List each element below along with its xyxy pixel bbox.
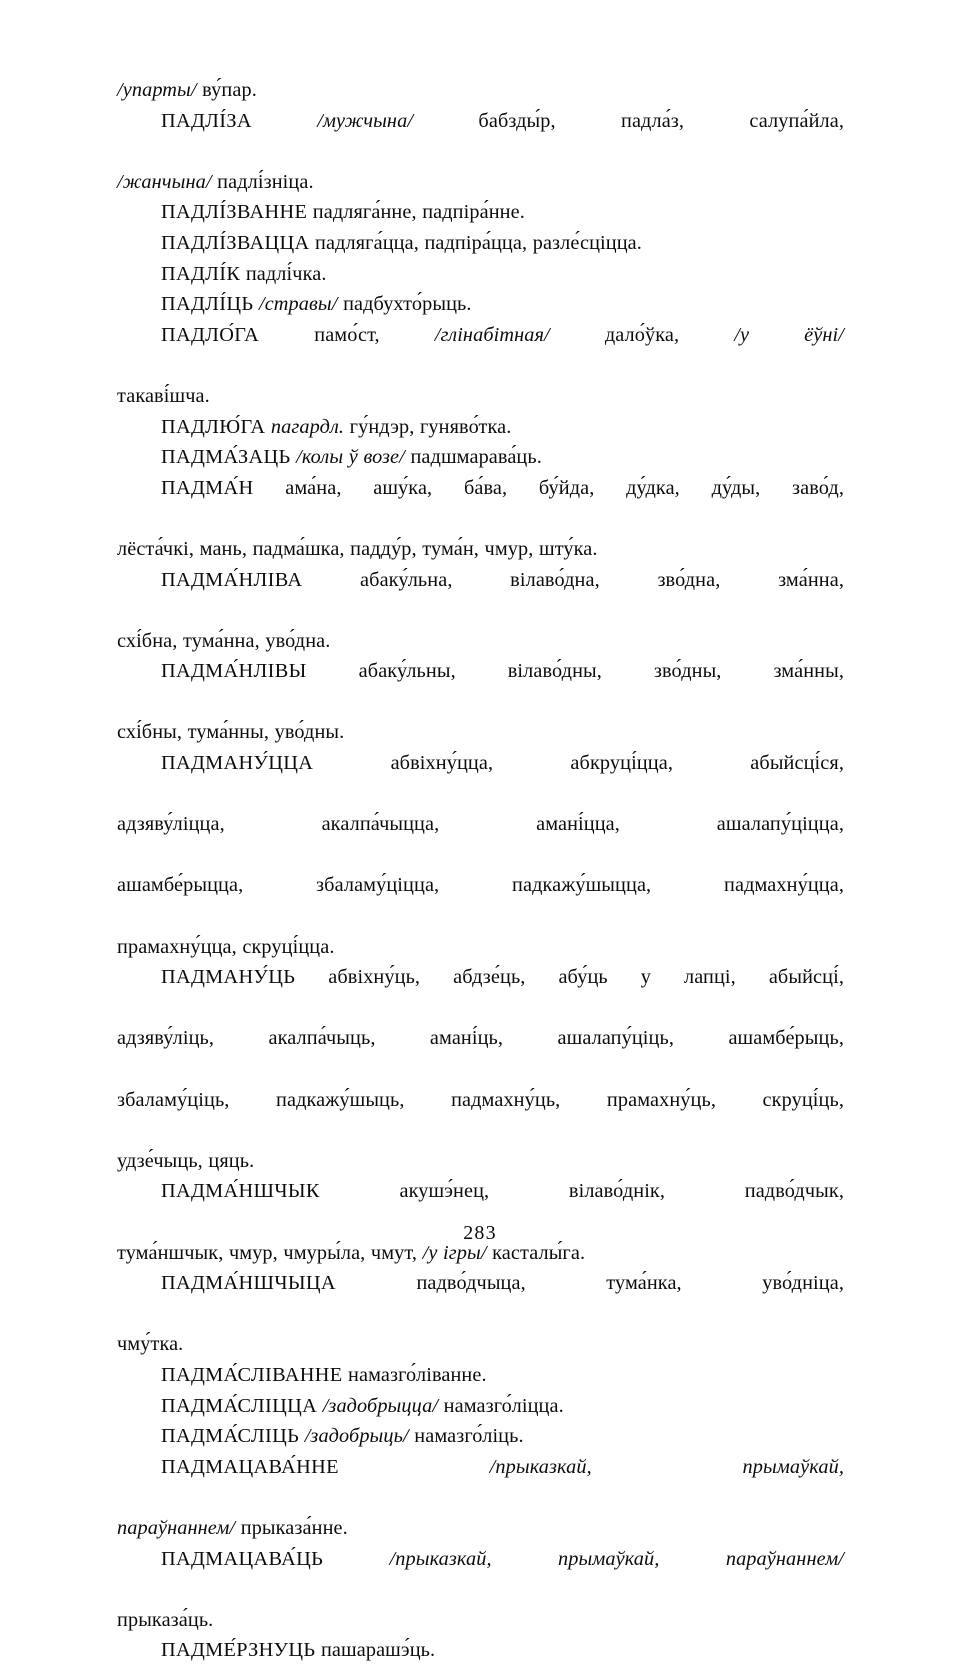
entry-synonyms: намазго́ліцца. [438, 1394, 564, 1417]
entry-headword: ПАДМЕ́РЗНУЦЬ [161, 1639, 316, 1662]
dictionary-entry [117, 412, 844, 443]
dictionary-entry [117, 197, 844, 228]
entry-headword: ПАДМАЦАВА́ЦЬ [161, 1547, 324, 1570]
dictionary-entry [117, 1452, 844, 1513]
entry-synonyms: касталы́га. [486, 1241, 586, 1264]
dictionary-entry [117, 320, 844, 381]
entry-synonyms: абвіхну́цца, абкруці́цца, абыйсці́ся, [313, 752, 844, 775]
entry-gloss: /прыказкай, прымаўкай, параўнаннем/ [323, 1547, 844, 1570]
entry-synonyms: пашарашэ́ць. [315, 1639, 436, 1662]
entry-continuation-line [117, 1023, 844, 1084]
entry-synonyms: намазго́ліванне. [342, 1363, 487, 1386]
entry-gloss: /упарты/ [117, 79, 197, 101]
entry-synonyms: падляга́цца, падпіра́цца, разле́сціцца. [309, 231, 642, 254]
dictionary-entry [117, 1360, 844, 1391]
entry-headword: ПАДМА́СЛІЦЬ [161, 1425, 300, 1448]
entry-gloss: /стравы/ [253, 293, 338, 316]
entry-continuation-line [117, 1329, 844, 1360]
entry-continuation-line [117, 1513, 844, 1544]
entry-headword: ПАДЛІ́ЗВАННЕ [161, 201, 308, 224]
dictionary-entry [117, 1421, 844, 1452]
entry-synonyms: збаламу́ціць, падкажу́шыць, падмахну́ць, прамахну́ць, скруці́ць, [117, 1088, 844, 1111]
entry-synonyms: чму́тка. [117, 1333, 184, 1356]
entry-synonyms: намазго́ліць. [408, 1425, 524, 1448]
entry-synonyms: дало́ўка, [549, 323, 680, 346]
entry-headword: ПАДМА́НШЧЫК [161, 1180, 320, 1203]
entry-synonyms: ву́пар. [196, 79, 257, 101]
dictionary-entry [117, 1544, 844, 1605]
entry-headword: ПАДЛІ́К [161, 262, 241, 285]
dictionary-entry [117, 565, 844, 626]
entry-continuation-line [117, 381, 844, 412]
entry-gloss: /задобрыцца/ [317, 1394, 439, 1417]
entry-continuation-line [117, 932, 844, 963]
entry-continuation-line [117, 167, 844, 198]
entry-gloss: /задобрыць/ [299, 1425, 409, 1448]
entry-headword: ПАДМА́СЛІЦЦА [161, 1394, 318, 1417]
dictionary-entry [117, 748, 844, 809]
entry-headword: ПАДМА́НЛІВА [161, 568, 303, 591]
entry-synonyms: падлі́чка. [240, 262, 327, 285]
entry-synonyms: лёста́чкі, мань, падма́шка, падду́р, тума́н, чмур, шту́ка. [117, 537, 598, 560]
entry-headword: ПАДМА́СЛІВАННЕ [161, 1363, 343, 1386]
dictionary-entries-column [117, 75, 844, 1666]
entry-continuation-line [117, 870, 844, 931]
dictionary-entry [117, 259, 844, 290]
entry-synonyms: падшмарава́ць. [404, 446, 542, 469]
entry-synonyms: схі́бны, тума́нны, уво́дны. [117, 721, 345, 744]
entry-headword: ПАДМАНУ́ЦЬ [161, 966, 296, 989]
entry-gloss: /глінабітная/ [379, 323, 550, 346]
entry-synonyms: удзе́чыць, цяць. [117, 1149, 255, 1172]
entry-synonyms: схі́бна, тума́нна, уво́дна. [117, 629, 331, 652]
entry-synonyms: падлі́зніца. [211, 170, 314, 193]
dictionary-entry [117, 289, 844, 320]
entry-gloss: /колы ў возе/ [290, 446, 405, 469]
dictionary-entry [117, 442, 844, 473]
entry-gloss: /у ёўні/ [679, 323, 845, 346]
entry-synonyms: ама́на, ашу́ка, ба́ва, бу́йда, ду́дка, ду́ды, заво́д, [253, 476, 844, 499]
entry-synonyms: гу́ндэр, гуняво́тка. [344, 415, 512, 438]
dictionary-entry [117, 656, 844, 717]
dictionary-entry [117, 106, 844, 167]
entry-continuation-line [117, 1085, 844, 1146]
entry-synonyms: абаку́льна, вілаво́дна, зво́дна, зма́нна, [302, 568, 844, 591]
entry-continuation-line [117, 1605, 844, 1636]
entry-gloss: параўнаннем/ [117, 1516, 236, 1539]
entry-gloss: пагардл. [265, 415, 345, 438]
entry-synonyms: падляга́нне, падпіра́нне. [307, 201, 525, 224]
entry-gloss: /жанчына/ [117, 170, 212, 193]
entry-synonyms: адзяву́ліць, акалпа́чыць, амані́ць, ашалапу́ціць, ашамбе́рыць, [117, 1027, 844, 1050]
entry-continuation-line [117, 717, 844, 748]
entry-continuation-line [117, 1146, 844, 1177]
entry-headword: ПАДМА́НЛІВЫ [161, 660, 307, 683]
entry-continuation-line [117, 809, 844, 870]
dictionary-entry [117, 228, 844, 259]
entry-synonyms: падво́дчыца, тума́нка, уво́дніца, [335, 1272, 844, 1295]
entry-headword: ПАДМАНУ́ЦЦА [161, 752, 314, 775]
entry-synonyms: падбухто́рыць. [337, 293, 472, 316]
entry-headword: ПАДМА́НШЧЫЦА [161, 1272, 336, 1295]
entry-headword: ПАДЛІ́ЦЬ [161, 293, 254, 316]
entry-continuation-line [117, 534, 844, 565]
entry-synonyms: абвіхну́ць, абдзе́ць, абу́ць у лапці, абыйсці́, [295, 966, 844, 989]
entry-headword: ПАДЛІ́ЗА [161, 109, 252, 132]
dictionary-entry [117, 1635, 844, 1666]
entry-synonyms: абаку́льны, вілаво́дны, зво́дны, зма́нны, [306, 660, 844, 683]
entry-headword: ПАДЛЮ́ГА [161, 415, 266, 438]
entry-synonyms: прыказа́ць. [117, 1608, 214, 1631]
entry-synonyms: бабзды́р, падла́з, салупа́йла, [413, 109, 845, 132]
entry-continuation-line [117, 626, 844, 657]
entry-gloss: /прыказкай, прымаўкай, [338, 1455, 844, 1478]
entry-headword: ПАДМА́Н [161, 476, 254, 499]
entry-headword: ПАДЛО́ГА [161, 323, 260, 346]
entry-headword: ПАДМАЦАВА́ННЕ [161, 1455, 339, 1478]
entry-synonyms: памо́ст, [259, 323, 380, 346]
dictionary-entry [117, 962, 844, 1023]
entry-headword: ПАДЛІ́ЗВАЦЦА [161, 231, 310, 254]
entry-gloss: /мужчына/ [251, 109, 414, 132]
entry-headword: ПАДМА́ЗАЦЬ [161, 446, 291, 469]
entry-synonyms: прамахну́цца, скруці́цца. [117, 935, 335, 958]
entry-synonyms: прыказа́нне. [235, 1516, 348, 1539]
dictionary-entry [117, 1268, 844, 1329]
entry-synonyms: адзяву́ліцца, акалпа́чыцца, амані́цца, ашалапу́ціцца, [117, 813, 844, 836]
entry-synonyms: ашамбе́рыцца, збаламу́ціцца, падкажу́шыцца, падмахну́цца, [117, 874, 844, 897]
entry-synonyms: такаві́шча. [117, 384, 210, 407]
entry-synonyms: акушэ́нец, вілаво́днік, падво́дчык, [319, 1180, 844, 1203]
dictionary-entry [117, 473, 844, 534]
entry-synonyms: тума́ншчык, чмур, чмуры́ла, чмут, [117, 1241, 418, 1264]
dictionary-entry [117, 1391, 844, 1422]
entry-continuation-line [117, 75, 844, 106]
entry-gloss: /у ігры/ [417, 1241, 487, 1264]
page-number: 283 [463, 1222, 497, 1244]
